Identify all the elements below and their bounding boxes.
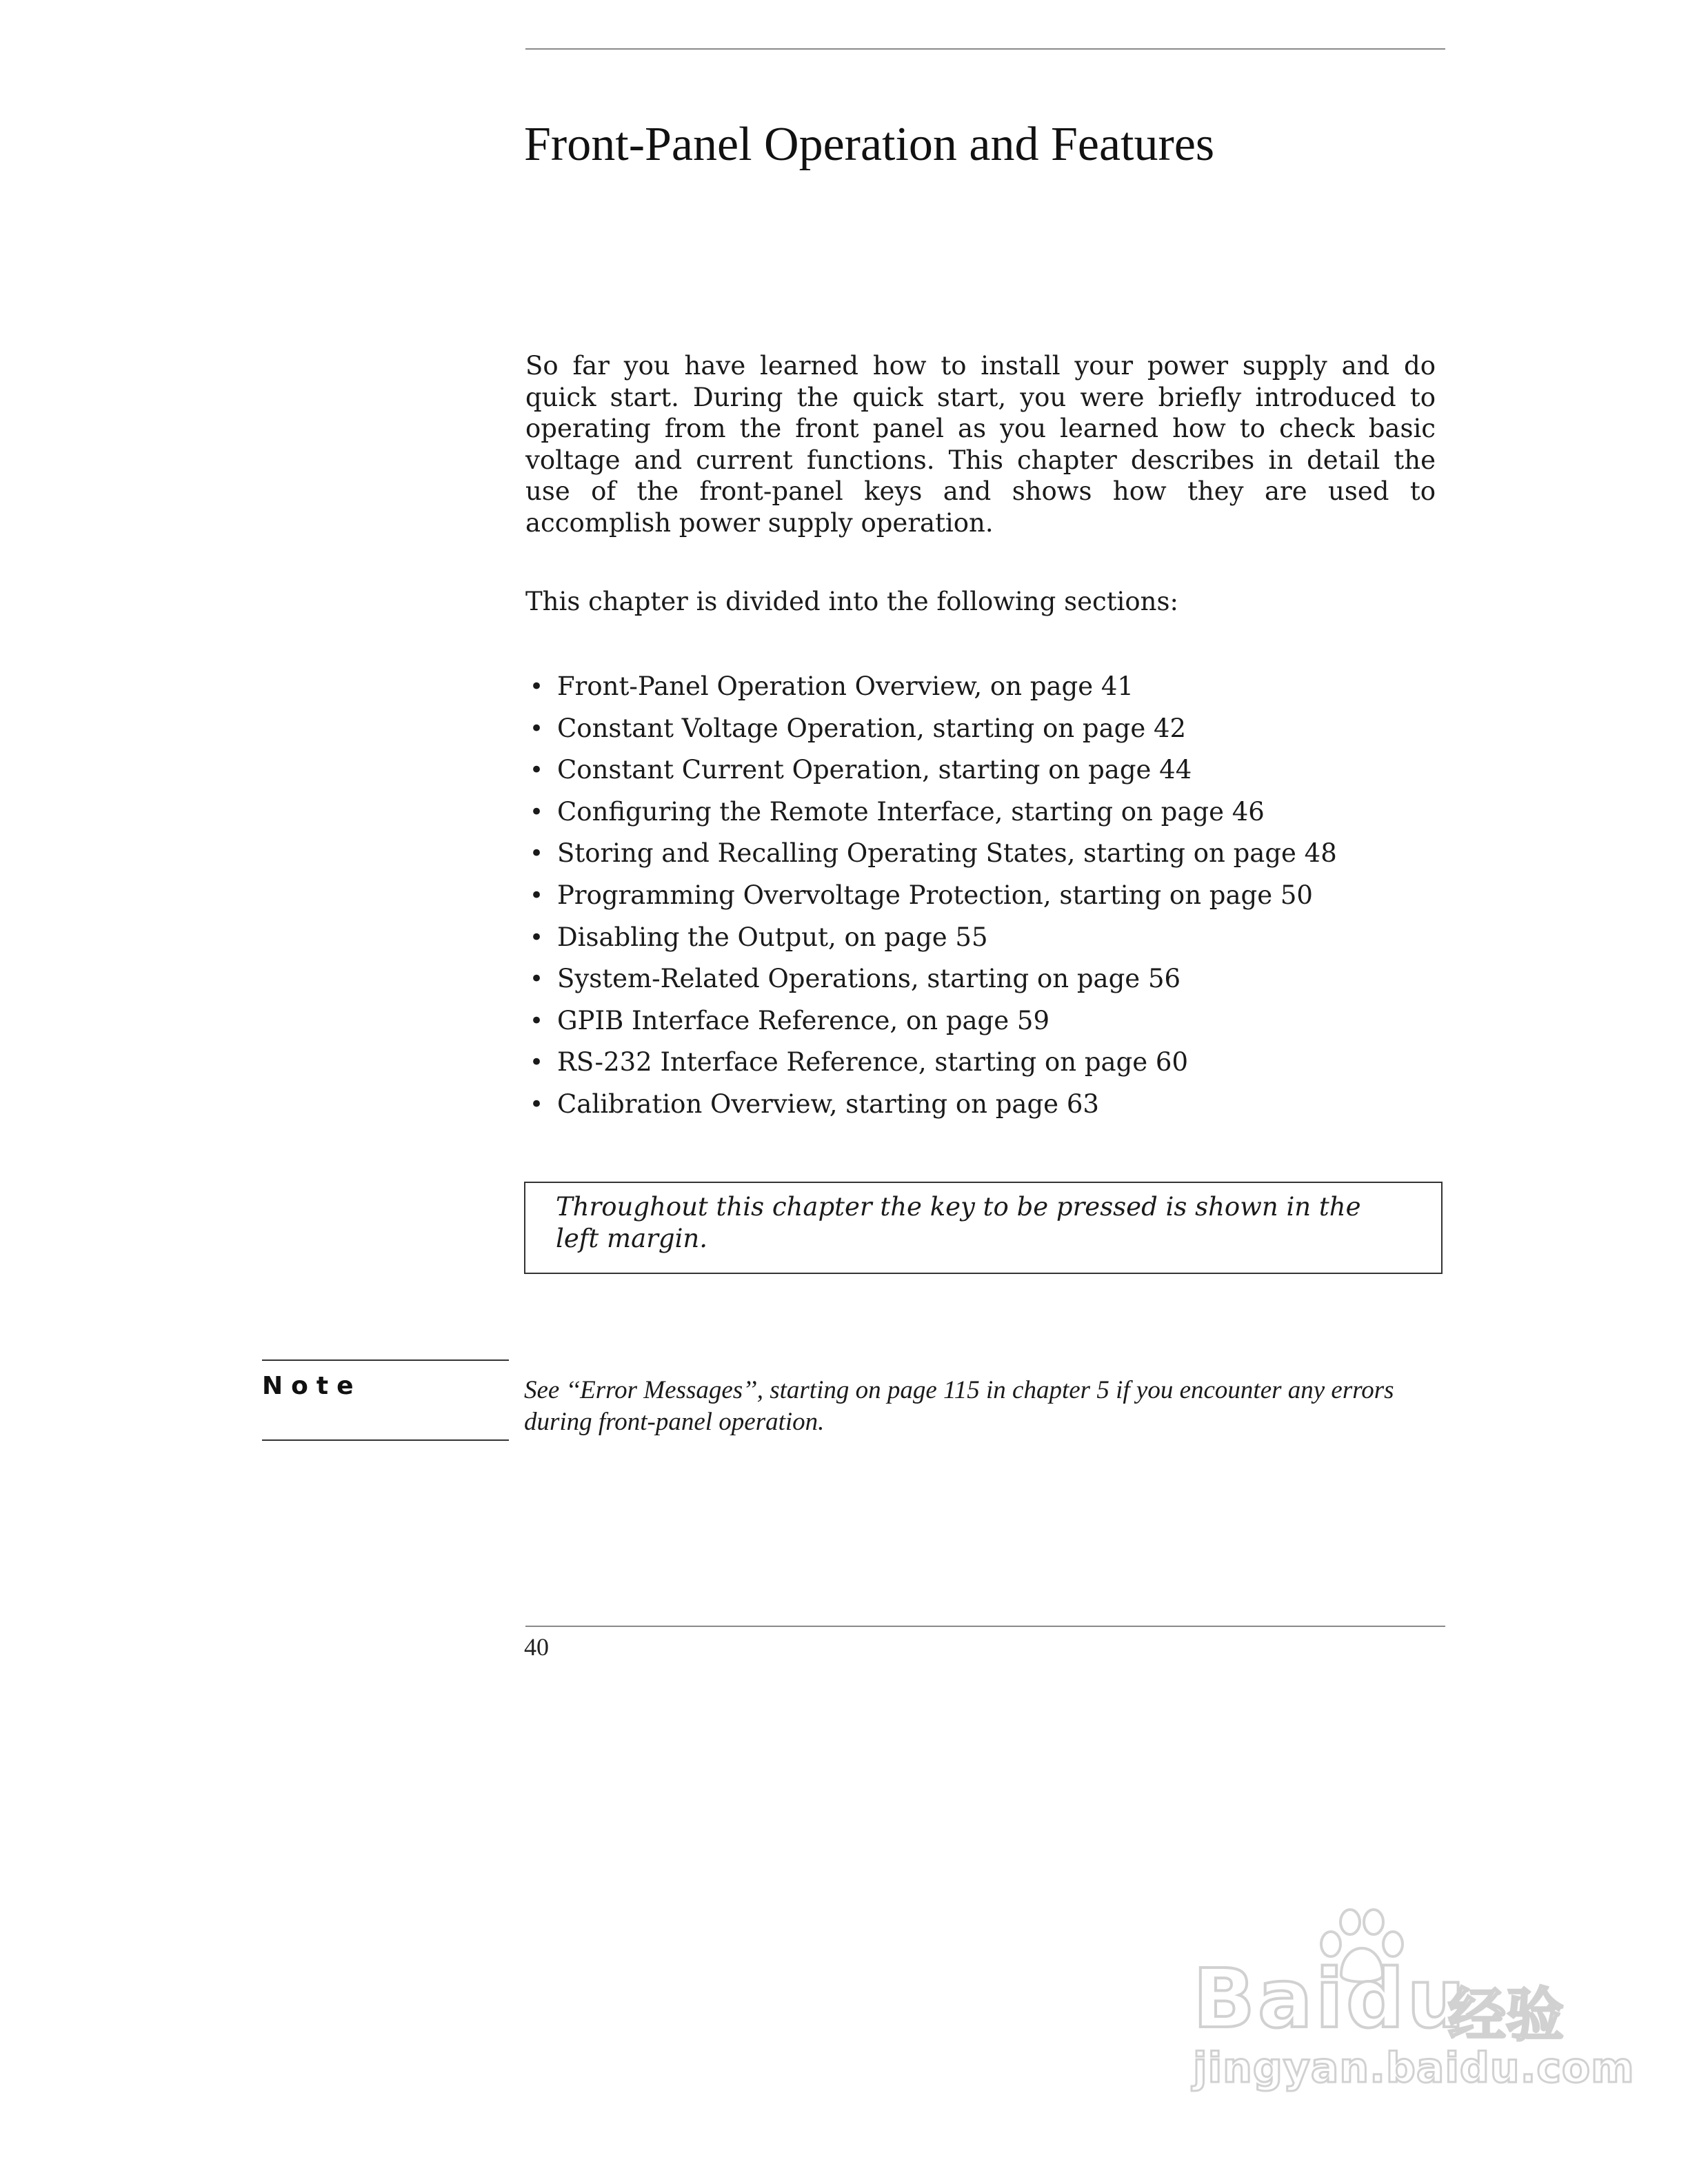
section-link: System-Related Operations, starting on page 56 [557, 964, 1181, 994]
section-link: Front-Panel Operation Overview, on page 41 [557, 671, 1134, 701]
bullet-icon: • [530, 1049, 544, 1077]
watermark-brand: Baidu [1193, 1951, 1468, 2046]
list-item [525, 708, 1445, 750]
section-list [525, 666, 1445, 1126]
tip-box [524, 1182, 1443, 1274]
watermark-cn: 经验 [1448, 1981, 1565, 2049]
bullet-icon: • [530, 840, 544, 868]
bottom-rule [525, 1626, 1445, 1627]
bullet-icon: • [530, 923, 544, 951]
section-link: Calibration Overview, starting on page 63 [557, 1089, 1099, 1119]
note-rule-top [262, 1359, 509, 1361]
bullet-icon: • [530, 965, 544, 993]
bullet-icon: • [530, 1090, 544, 1118]
list-item [525, 1042, 1445, 1084]
bullet-icon: • [530, 1007, 544, 1035]
bullet-icon: • [530, 714, 544, 742]
list-item [525, 958, 1445, 1000]
page-title: Front-Panel Operation and Features [524, 118, 1215, 171]
bullet-icon: • [530, 881, 544, 909]
section-link: Disabling the Output, on page 55 [557, 922, 988, 952]
section-link: GPIB Interface Reference, on page 59 [557, 1005, 1049, 1035]
watermark-url: jingyan.baidu.com [1193, 2044, 1635, 2092]
list-item [525, 833, 1445, 875]
section-link: Configuring the Remote Interface, starting on page 46 [557, 796, 1265, 827]
list-item [525, 749, 1445, 791]
baidu-watermark [1172, 1903, 1635, 2096]
list-item [525, 1000, 1445, 1042]
bullet-icon: • [530, 673, 544, 700]
list-item [525, 791, 1445, 833]
list-item [525, 875, 1445, 917]
tip-text: Throughout this chapter the key to be pressed is shown in the left margin. [556, 1192, 1361, 1253]
list-item [525, 666, 1445, 708]
bullet-icon: • [530, 756, 544, 785]
intro-paragraph: So far you have learned how to install your power supply and do quick start. During the quick start, you were briefly introduced to operating from the front panel as you learned how to check basic voltage and current functions. This chapter describes in detail the use of the front-panel keys and shows how they are used to accomplish power supply operation. [525, 351, 1436, 538]
section-link: Storing and Recalling Operating States, starting on page 48 [557, 838, 1337, 869]
sections-lead: This chapter is divided into the following sections: [525, 587, 1178, 616]
section-link: Constant Voltage Operation, starting on page 42 [557, 713, 1187, 743]
section-link: RS-232 Interface Reference, starting on page 60 [557, 1047, 1188, 1078]
section-link: Constant Current Operation, starting on page 44 [557, 755, 1192, 785]
note-label: Note [262, 1372, 362, 1400]
note-rule-bottom [262, 1439, 509, 1441]
top-rule [525, 48, 1445, 50]
note-text: See ‘‘Error Messages’’, starting on page 115 in chapter 5 if you encounter any errors during front-panel operation. [524, 1376, 1394, 1436]
section-link: Programming Overvoltage Protection, starting on page 50 [557, 880, 1313, 910]
list-item [525, 917, 1445, 959]
list-item [525, 1084, 1445, 1126]
page-number: 40 [524, 1633, 549, 1661]
bullet-icon: • [530, 798, 544, 826]
